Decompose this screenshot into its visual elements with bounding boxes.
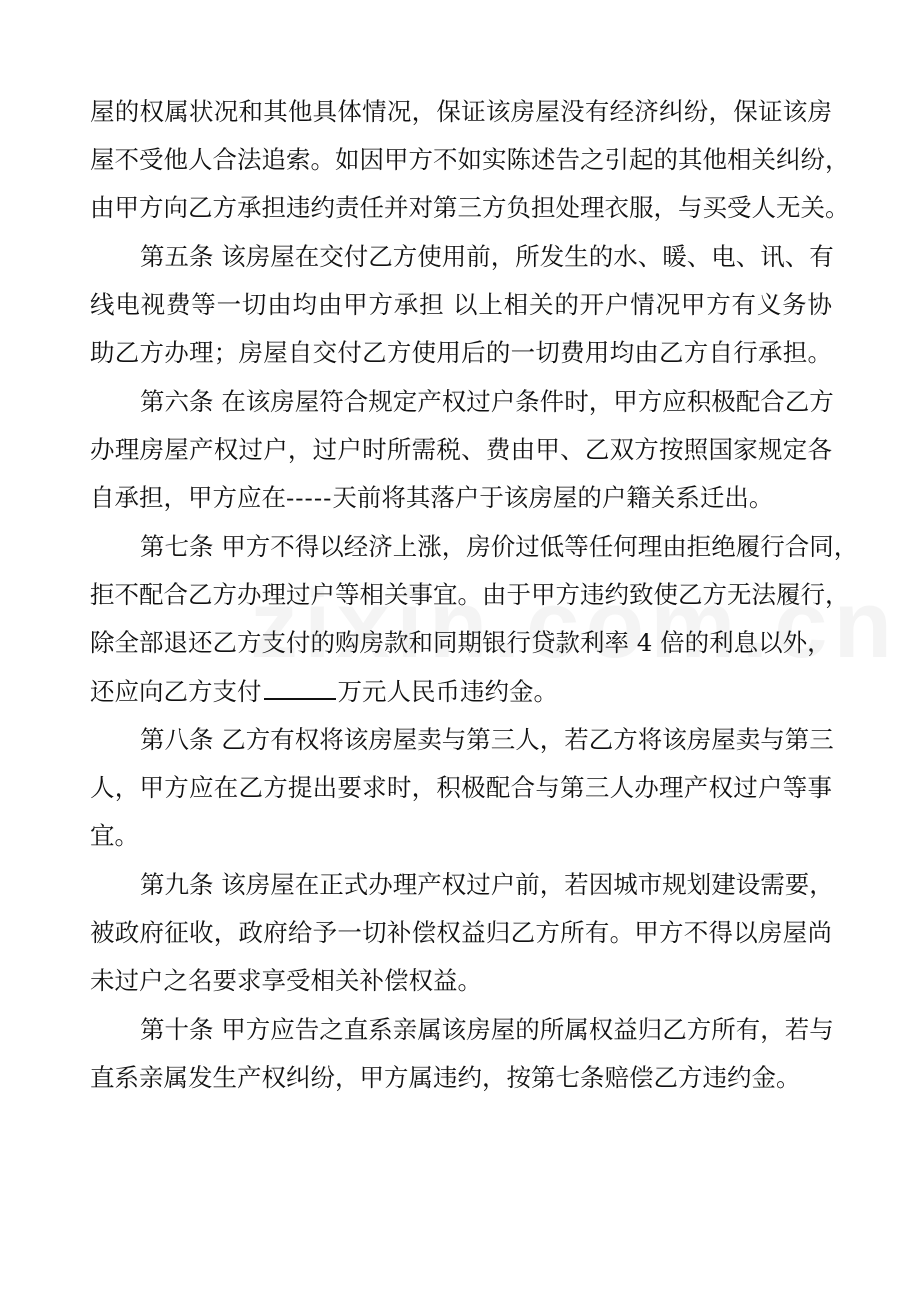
text-segment: 万元人民币违约金。	[337, 677, 558, 706]
fill-in-blank: -----	[286, 483, 333, 512]
text-line: 未过户之名要求享受相关补偿权益。	[90, 966, 482, 995]
text-line: 助乙方办理；房屋自交付乙方使用后的一切费用均由乙方自行承担。	[90, 338, 832, 367]
article-9-line: 第九条 该房屋在正式办理产权过户前，若因城市规划建设需要，	[140, 870, 834, 899]
text-segment: 还应向乙方支付	[90, 677, 262, 706]
text-line: 除全部退还乙方支付的购房款和同期银行贷款利率 4 倍的利息以外，	[90, 628, 832, 657]
text-line: 人，甲方应在乙方提出要求时，积极配合与第三人办理产权过户等事	[90, 773, 832, 802]
text-line-with-blank	[90, 483, 773, 513]
text-segment: 自承担，甲方应在	[90, 483, 286, 512]
article-5-line: 第五条 该房屋在交付乙方使用前，所发生的水、暖、电、讯、有	[140, 242, 834, 271]
article-10-line: 第十条 甲方应告之直系亲属该房屋的所属权益归乙方所有，若与	[140, 1015, 834, 1044]
text-line: 由甲方向乙方承担违约责任并对第三方负担处理衣服，与买受人无关。	[90, 193, 850, 222]
text-line: 屋的权属状况和其他具体情况，保证该房屋没有经济纠纷，保证该房	[90, 97, 832, 126]
article-8-line: 第八条 乙方有权将该房屋卖与第三人，若乙方将该房屋卖与第三	[140, 725, 834, 754]
text-segment: 天前将其落户于该房屋的户籍关系迁出。	[332, 483, 774, 512]
text-line: 拒不配合乙方办理过户等相关事宜。由于甲方违约致使乙方无法履行，	[90, 580, 850, 609]
article-7-line: 第七条 甲方不得以经济上涨，房价过低等任何理由拒绝履行合同，	[140, 532, 859, 561]
text-line: 宜。	[90, 821, 139, 850]
text-line: 屋不受他人合法追索。如因甲方不如实陈述告之引起的其他相关纠纷，	[90, 145, 850, 174]
article-6-line: 第六条 在该房屋符合规定产权过户条件时，甲方应积极配合乙方	[140, 387, 834, 416]
fill-in-blank-underline	[264, 676, 336, 700]
text-line: 直系亲属发生产权纠纷，甲方属违约，按第七条赔偿乙方违约金。	[90, 1063, 801, 1092]
text-line: 办理房屋产权过户，过户时所需税、费由甲、乙双方按照国家规定各	[90, 435, 832, 464]
text-line: 线电视费等一切由均由甲方承担 以上相关的开户情况甲方有义务协	[90, 290, 832, 319]
text-line: 被政府征收，政府给予一切补偿权益归乙方所有。甲方不得以房屋尚	[90, 918, 832, 947]
text-line-with-blank	[90, 676, 558, 706]
